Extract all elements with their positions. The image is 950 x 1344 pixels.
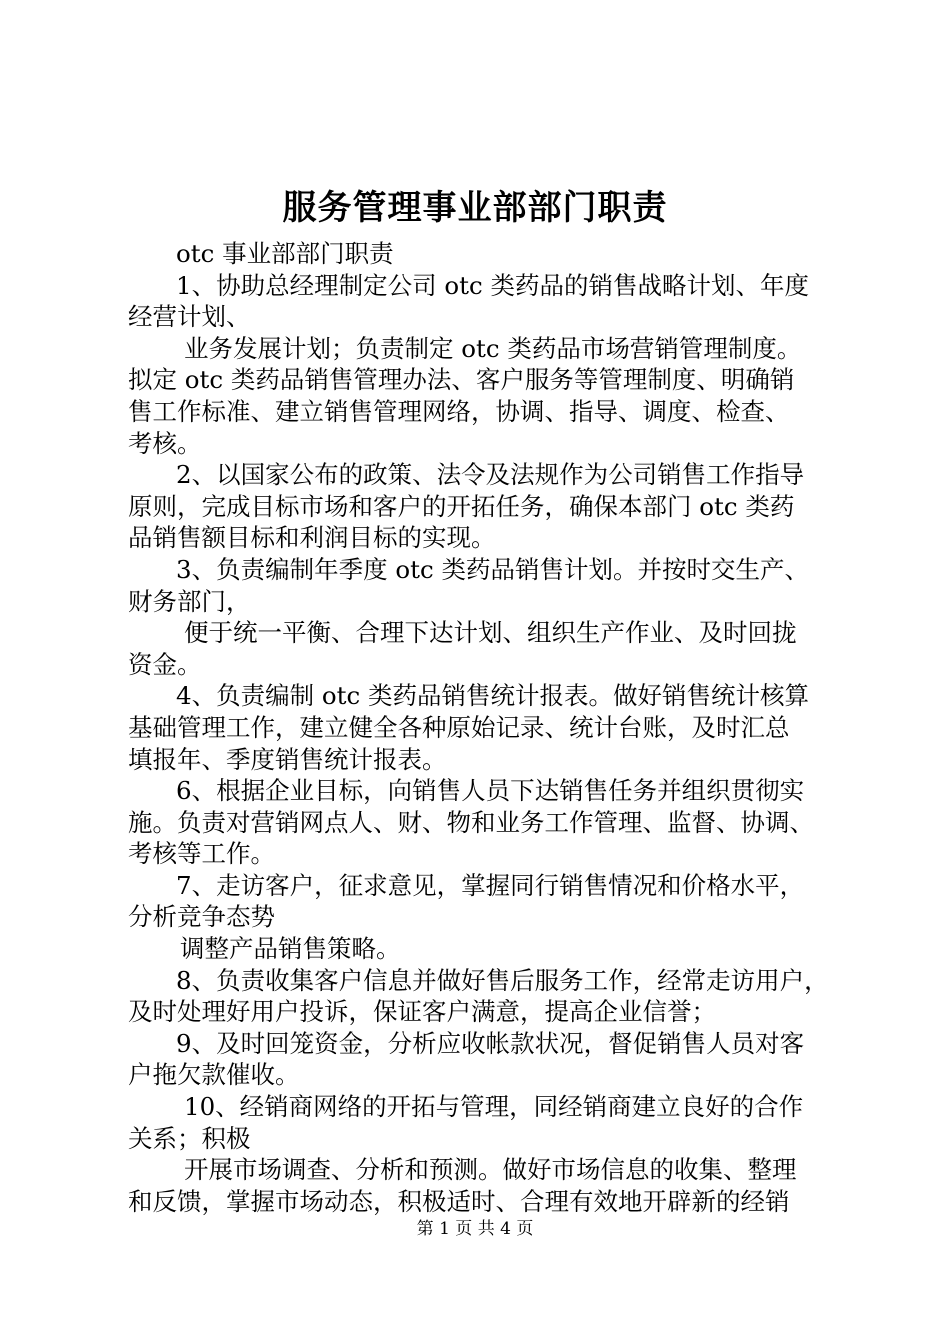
text-line: otc 事业部部门职责 — [176, 239, 394, 268]
text-line: 2、以国家公布的政策、法令及法规作为公司销售工作指导 — [176, 460, 805, 490]
text-line: 基础管理工作，建立健全各种原始记录、统计台账，及时汇总 — [128, 712, 790, 742]
document-body — [128, 238, 848, 1217]
text-line: 1、协助总经理制定公司 otc 类药品的销售战略计划、年度 — [176, 270, 809, 300]
text-line: 8、负责收集客户信息并做好售后服务工作，经常走访用户， — [176, 965, 829, 995]
text-line: 6、根据企业目标，向销售人员下达销售任务并组织贯彻实 — [176, 776, 805, 806]
text-line: 3、负责编制年季度 otc 类药品销售计划。并按时交生产、 — [176, 554, 809, 584]
document-title: 服务管理事业部部门职责 — [282, 188, 668, 228]
text-line: 9、及时回笼资金，分析应收帐款状况，督促销售人员对客 — [176, 1028, 805, 1058]
text-line: 售工作标准、建立销售管理网络，协调、指导、调度、检查、 — [128, 396, 790, 426]
text-line: 10、经销商网络的开拓与管理，同经销商建立良好的合作 — [184, 1092, 804, 1122]
text-line: 原则，完成目标市场和客户的开拓任务，确保本部门 otc 类药 — [128, 491, 795, 521]
text-line: 施。负责对营销网点人、财、物和业务工作管理、监督、协调、 — [128, 807, 814, 837]
page-number-footer: 第 1 页 共 4 页 — [416, 1219, 534, 1239]
text-line: 调整产品销售策略。 — [180, 934, 401, 964]
text-line: 资金。 — [128, 649, 202, 679]
text-line: 7、走访客户，征求意见，掌握同行销售情况和价格水平， — [176, 870, 805, 900]
text-line: 业务发展计划；负责制定 otc 类药品市场营销管理制度。 — [184, 333, 802, 363]
text-line: 品销售额目标和利润目标的实现。 — [128, 523, 496, 553]
text-line: 考核。 — [128, 428, 202, 458]
text-line: 和反馈，掌握市场动态，积极适时、合理有效地开辟新的经销 — [128, 1186, 790, 1216]
text-line: 分析竞争态势 — [128, 902, 275, 932]
text-line: 拟定 otc 类药品销售管理办法、客户服务等管理制度、明确销 — [128, 365, 795, 395]
text-line: 便于统一平衡、合理下达计划、组织生产作业、及时回拢 — [184, 618, 797, 648]
text-line: 考核等工作。 — [128, 839, 275, 869]
text-line: 户拖欠款催收。 — [128, 1060, 300, 1090]
text-line: 4、负责编制 otc 类药品销售统计报表。做好销售统计核算 — [176, 681, 809, 711]
text-line: 开展市场调查、分析和预测。做好市场信息的收集、整理 — [184, 1155, 797, 1185]
text-line: 财务部门， — [128, 586, 251, 616]
text-line: 关系；积极 — [128, 1123, 251, 1153]
text-line: 及时处理好用户投诉，保证客户满意，提高企业信誉； — [128, 997, 716, 1027]
text-line: 经营计划、 — [128, 302, 251, 332]
text-line: 填报年、季度销售统计报表。 — [128, 744, 447, 774]
